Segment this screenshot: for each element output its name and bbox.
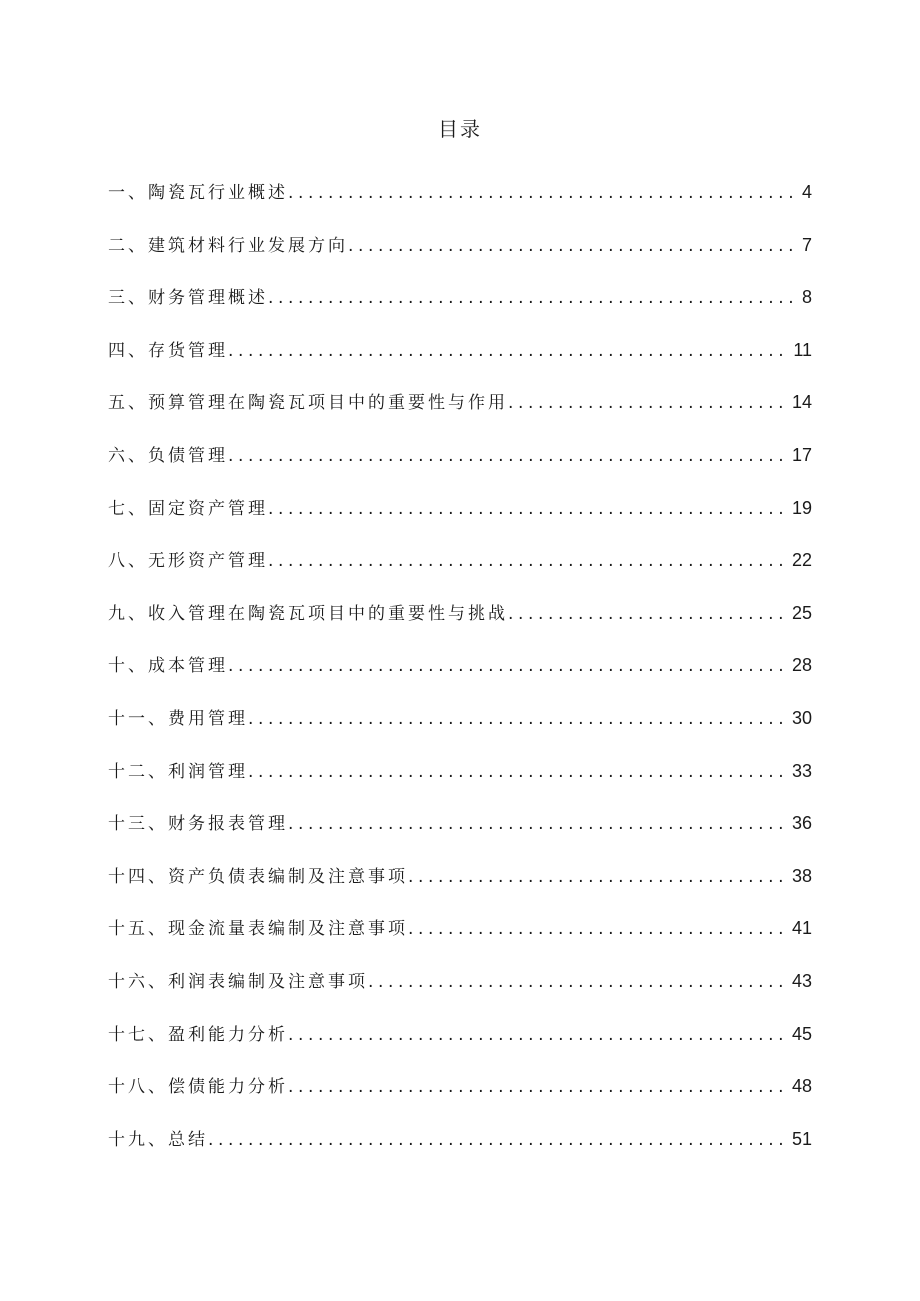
toc-list (108, 176, 812, 1175)
toc-title: 目录 (438, 117, 482, 141)
toc-entry-label: 十一、费用管理 (108, 708, 248, 729)
toc-entry[interactable] (108, 597, 812, 650)
toc-entry-page-number: 19 (791, 497, 812, 518)
toc-entry-page-number: 41 (791, 918, 812, 939)
toc-entry[interactable] (108, 1123, 812, 1176)
toc-entry-page-number: 38 (791, 865, 812, 886)
toc-entry-page-number: 45 (791, 1023, 812, 1044)
toc-entry-label: 十六、利润表编制及注意事项 (108, 971, 368, 992)
toc-entry-page-number: 17 (791, 444, 812, 465)
toc-entry-label: 十八、偿债能力分析 (108, 1077, 288, 1098)
toc-entry-label: 三、财务管理概述 (108, 288, 268, 309)
toc-dot-leader (228, 440, 788, 472)
toc-entry-page-number: 25 (791, 602, 812, 623)
toc-entry[interactable] (108, 386, 812, 439)
toc-entry-label: 十三、财务报表管理 (108, 814, 288, 835)
toc-entry[interactable] (108, 1018, 812, 1071)
toc-entry[interactable] (108, 1070, 812, 1123)
toc-entry-page-number: 14 (791, 392, 812, 413)
toc-entry-label: 十四、资产负债表编制及注意事项 (108, 866, 408, 887)
toc-entry-label: 七、固定资产管理 (108, 498, 268, 519)
toc-entry-label: 十九、总结 (108, 1129, 208, 1150)
toc-entry-page-number: 11 (793, 339, 812, 360)
toc-dot-leader (228, 335, 789, 367)
toc-dot-leader (248, 756, 788, 788)
toc-entry[interactable] (108, 281, 812, 334)
toc-entry-page-number: 7 (801, 234, 812, 255)
toc-entry-page-number: 33 (791, 760, 812, 781)
toc-dot-leader (288, 1071, 788, 1103)
toc-entry-page-number: 22 (791, 550, 812, 571)
toc-dot-leader (288, 1019, 788, 1051)
toc-dot-leader (408, 913, 788, 945)
toc-entry[interactable] (108, 544, 812, 597)
toc-entry[interactable] (108, 965, 812, 1018)
toc-entry[interactable] (108, 334, 812, 387)
toc-entry-page-number: 28 (791, 655, 812, 676)
toc-entry-page-number: 4 (801, 182, 812, 202)
toc-dot-leader (208, 1124, 788, 1156)
toc-entry-page-number: 51 (791, 1128, 812, 1149)
toc-dot-leader (268, 545, 788, 577)
toc-entry-label: 十二、利润管理 (108, 761, 248, 782)
toc-entry-label: 十七、盈利能力分析 (108, 1024, 288, 1045)
toc-entry-label: 二、建筑材料行业发展方向 (108, 235, 348, 256)
toc-dot-leader (288, 177, 798, 209)
toc-entry[interactable] (108, 229, 812, 282)
toc-dot-leader (508, 387, 788, 419)
toc-dot-leader (288, 808, 788, 840)
toc-dot-leader (228, 650, 788, 682)
toc-entry-page-number: 36 (791, 813, 812, 834)
toc-entry-page-number: 8 (801, 287, 812, 308)
toc-entry-label: 五、预算管理在陶瓷瓦项目中的重要性与作用 (108, 393, 508, 414)
toc-dot-leader (248, 703, 788, 735)
toc-entry-page-number: 43 (791, 970, 812, 991)
toc-entry[interactable] (108, 702, 812, 755)
toc-entry-label: 八、无形资产管理 (108, 551, 268, 572)
toc-entry[interactable] (108, 176, 812, 229)
toc-entry-page-number: 48 (791, 1076, 812, 1097)
toc-dot-leader (508, 598, 788, 630)
toc-entry[interactable] (108, 807, 812, 860)
toc-entry-page-number: 30 (791, 707, 812, 728)
toc-entry-label: 九、收入管理在陶瓷瓦项目中的重要性与挑战 (108, 603, 508, 624)
toc-dot-leader (268, 493, 788, 525)
toc-entry[interactable] (108, 755, 812, 808)
toc-entry[interactable] (108, 912, 812, 965)
toc-entry-label: 一、陶瓷瓦行业概述 (108, 183, 288, 203)
toc-entry-label: 十、成本管理 (108, 656, 228, 677)
toc-dot-leader (348, 230, 798, 262)
toc-entry[interactable] (108, 649, 812, 702)
toc-dot-leader (268, 282, 798, 314)
toc-entry-label: 十五、现金流量表编制及注意事项 (108, 919, 408, 940)
toc-entry[interactable] (108, 860, 812, 913)
toc-entry[interactable] (108, 492, 812, 545)
toc-entry-label: 六、负债管理 (108, 445, 228, 466)
toc-entry[interactable] (108, 439, 812, 492)
toc-dot-leader (368, 966, 788, 998)
toc-dot-leader (408, 861, 788, 893)
toc-entry-label: 四、存货管理 (108, 340, 228, 361)
